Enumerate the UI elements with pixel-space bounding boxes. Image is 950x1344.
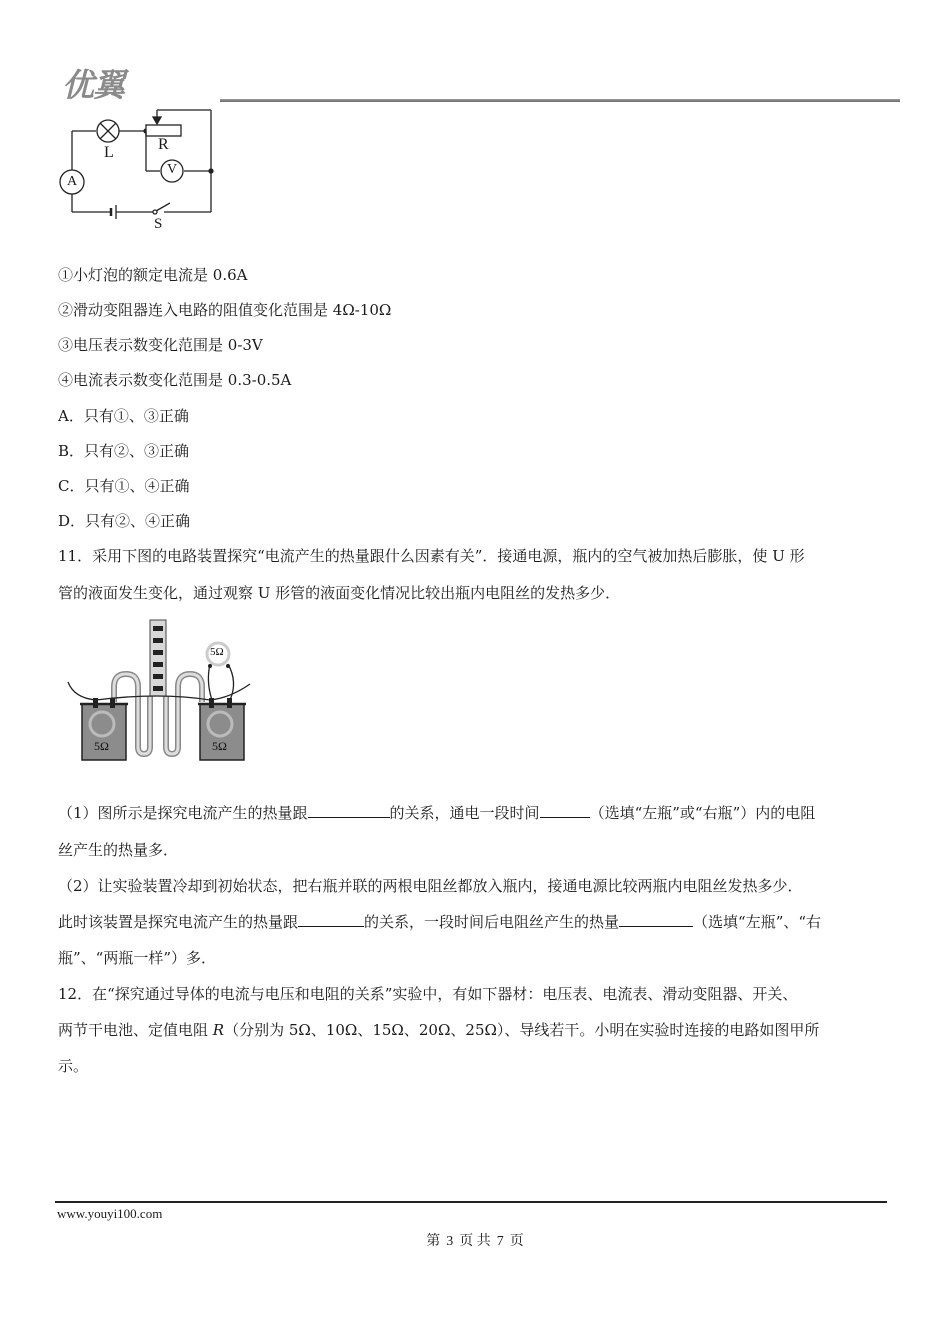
q12-line1: 12．在“探究通过导体的电流与电压和电阻的关系”实验中，有如下器材：电压表、电流表、滑动变阻器、开关、 — [58, 985, 798, 1003]
option-a: A．只有①、③正确 — [58, 407, 189, 425]
q11-part2-blank-2[interactable] — [619, 912, 693, 927]
q11-part2-line3: 瓶”、“两瓶一样”）多． — [58, 949, 217, 967]
ammeter-label: A — [67, 174, 78, 189]
q11-stem-line1: 11．采用下图的电路装置探究“电流产生的热量跟什么因素有关”．接通电源，瓶内的空气被加热后膨胀，使 U 形 — [58, 547, 805, 565]
page-number — [0, 1230, 950, 1250]
q11-part1-text-c: （选填“左瓶”或“右瓶”）内的电阻 — [589, 804, 816, 822]
resistor-variable: R — [212, 1021, 225, 1039]
q11-part1-blank-1[interactable] — [308, 803, 390, 818]
q12-line2 — [58, 1020, 819, 1040]
lamp-label: L — [104, 144, 114, 161]
switch-label: S — [154, 216, 163, 232]
q11-part2-text-a: 此时该装置是探究电流产生的热量跟 — [58, 913, 299, 931]
footer-url[interactable]: www.youyi100.com — [57, 1206, 163, 1221]
statement-2: ②滑动变阻器连入电路的阻值变化范围是 4Ω-10Ω — [58, 301, 392, 319]
option-c: C．只有①、④正确 — [58, 477, 190, 495]
q11-part2-line2 — [58, 912, 821, 932]
q12-text-b: （分别为 5Ω、10Ω、15Ω、20Ω、25Ω）、导线若干。小明在实验时连接的电路如图甲所 — [224, 1021, 820, 1039]
q11-part2-blank-1[interactable] — [298, 912, 364, 927]
q11-part2-line1: （2）让实验装置冷却到初始状态，把右瓶并联的两根电阻丝都放入瓶内，接通电源比较两瓶内电阻丝发热多少． — [58, 877, 803, 895]
statement-1: ①小灯泡的额定电流是 0.6A — [58, 266, 248, 284]
q12-text-a: 两节干电池、定值电阻 — [58, 1021, 213, 1039]
q11-part2-text-c: （选填“左瓶”、“右 — [693, 913, 822, 931]
right-jar-resistance-label: 5Ω — [212, 739, 227, 753]
logo: 优翼 — [62, 66, 125, 104]
rheostat-label: R — [158, 136, 169, 153]
page-total: 7 — [496, 1234, 504, 1249]
q11-part1-line1 — [58, 803, 815, 823]
option-b: B．只有②、③正确 — [58, 442, 190, 460]
circuit-diagram — [56, 104, 226, 238]
footer-divider — [55, 1201, 887, 1203]
q11-part1-line2: 丝产生的热量多． — [58, 841, 179, 859]
q11-part2-text-b: 的关系，一段时间后电阻丝产生的热量 — [364, 913, 620, 931]
outside-resistor-label: 5Ω — [210, 646, 224, 658]
page-suffix: 页 — [509, 1234, 524, 1249]
q11-part1-text-a: （1）图所示是探究电流产生的热量跟 — [58, 804, 308, 822]
q11-stem-line2: 管的液面发生变化，通过观察 U 形管的液面变化情况比较出瓶内电阻丝的发热多少． — [58, 584, 621, 602]
page-mid: 页 共 — [459, 1234, 491, 1249]
left-jar-resistance-label: 5Ω — [94, 739, 109, 753]
statement-3: ③电压表示数变化范围是 0-3V — [58, 336, 263, 354]
option-d: D．只有②、④正确 — [58, 512, 191, 530]
page-prefix: 第 — [426, 1234, 441, 1249]
q11-part1-text-b: 的关系，通电一段时间 — [389, 804, 540, 822]
page-current: 3 — [446, 1234, 454, 1249]
joule-heating-apparatus-figure — [60, 612, 270, 776]
q12-line3: 示。 — [58, 1057, 89, 1075]
header-divider — [220, 99, 900, 102]
voltmeter-label: V — [167, 162, 178, 177]
q11-part1-blank-2[interactable] — [540, 803, 590, 818]
statement-4: ④电流表示数变化范围是 0.3-0.5A — [58, 371, 292, 389]
